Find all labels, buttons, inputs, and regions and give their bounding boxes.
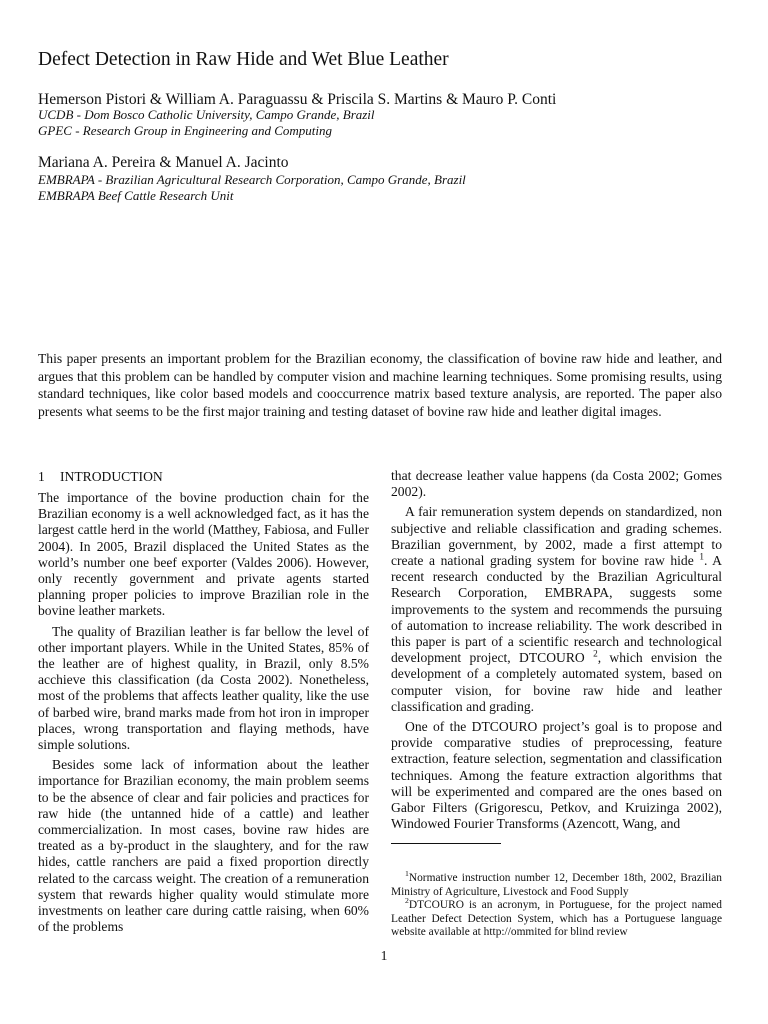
section-number: 1	[38, 469, 45, 484]
footnote-ref: 2	[593, 648, 598, 659]
right-column	[391, 468, 722, 832]
author-group-1-affiliation-1: UCDB - Dom Bosco Catholic University, Campo Grande, Brazil	[38, 107, 375, 122]
footnote-text: Normative instruction number 12, December 18th, 2002, Brazilian Ministry of Agriculture, Livestock and Food Supply	[391, 872, 722, 898]
paragraph-text: A fair remuneration system depends on standardized, non subjective and reliable classification and grading schemes. Brazilian government, by 2002, made a first attempt to create a national grading system for bovine raw hide	[391, 504, 722, 569]
footnote-rule	[391, 843, 501, 844]
footnote-text: DTCOURO is an acronym, in Portuguese, for the project named Leather Defect Detection System, which has a Portuguese language website available at http://ommited for blind review	[391, 899, 722, 939]
author-group-1-names: Hemerson Pistori & William A. Paraguassu & Priscila S. Martins & Mauro P. Conti	[38, 91, 557, 108]
paragraph-continuation: that decrease leather value happens (da Costa 2002; Gomes 2002).	[391, 468, 722, 500]
section-title: INTRODUCTION	[60, 469, 163, 484]
abstract: This paper presents an important problem for the Brazilian economy, the classification of bovine raw hide and leather, and argues that this problem can be handled by computer vision and machine learning techniques. Some promising results, using standard techniques, like color based models and cooccurrence matrix based texture analysis, are reported. The paper also presents what seems to be the first major training and testing dataset of bovine raw hide and leather digital images.	[38, 351, 722, 419]
paragraph-text: . A recent research conducted by the Brazilian Agricultural Research Corporation, EMBRAPA, suggests some improvements to the system and recommends the pursuing of automation to increase reliability. The work described in this paper is part of a scientific research and technological development project, DTCOURO	[391, 553, 722, 666]
footnote	[391, 896, 722, 940]
left-column	[38, 468, 369, 935]
footnote-mark: 1	[405, 869, 409, 879]
page-number: 1	[380, 948, 388, 963]
footnote	[391, 869, 722, 899]
paragraph-text: , which envision the development of a completely automated system, based on computer vision, for bovine raw hide and leather classification and grading.	[391, 650, 722, 714]
footnote-mark: 2	[405, 896, 409, 906]
paragraph: The quality of Brazilian leather is far bellow the level of other important players. While in the United States, 85% of the leather are of highest quality, in Brazil, only 8.5% acchieve this classification (da Costa 2002). Nonetheless, most of the problems that affects leather quality, like the use of barbed wire, brand marks made from hot iron in improper places, wrong transportation and flaying methods, have simple solutions.	[38, 623, 369, 753]
paper-title: Defect Detection in Raw Hide and Wet Blue Leather	[38, 49, 449, 70]
section-heading	[38, 468, 369, 486]
paragraph: The importance of the bovine production chain for the Brazilian economy is a well acknowledged fact, as it has the largest cattle herd in the world (Matthey, Fabiosa, and Fuller 2004). In 2005, Brazil displaced the United States as the world’s number one beef exporter (Valdes 2006). However, only recently government and private agents started planning proper policies to improve Brazilian role in the bovine leather markets.	[38, 490, 369, 619]
author-group-1-affiliation-2: GPEC - Research Group in Engineering and Computing	[38, 123, 333, 138]
paragraph	[391, 504, 722, 715]
footnote-ref: 1	[699, 551, 704, 562]
author-group-2-names: Mariana A. Pereira & Manuel A. Jacinto	[38, 154, 289, 171]
author-group-2-affiliation-1: EMBRAPA - Brazilian Agricultural Research Corporation, Campo Grande, Brazil	[38, 172, 466, 187]
author-group-2-affiliation-2: EMBRAPA Beef Cattle Research Unit	[38, 188, 234, 203]
footnotes	[391, 843, 722, 940]
paragraph: One of the DTCOURO project’s goal is to propose and provide comparative studies of preprocessing, feature extraction, feature selection, segmentation and classification techniques. Among the feature extraction algorithms that will be experimented and compared are the ones based on Gabor Filters (Grigorescu, Petkov, and Kruizinga 2002), Windowed Fourier Transforms (Azencott, Wang, and	[391, 719, 722, 832]
paragraph: Besides some lack of information about the leather importance for Brazilian economy, the main problem seems to be the absence of clear and fair policies and practices for raw hide (the untanned hide of a cattle) and leather commercialization. In most cases, bovine raw hides are treated as a by-product in the slaughtery, and for the raw hides, cattle ranchers are paid a fixed proportion directly related to the carcass weight. The creation of a remuneration system that rewards higher quality would stimulate more investments on leather care during cattle raising, when 60% of the problems	[38, 757, 369, 935]
